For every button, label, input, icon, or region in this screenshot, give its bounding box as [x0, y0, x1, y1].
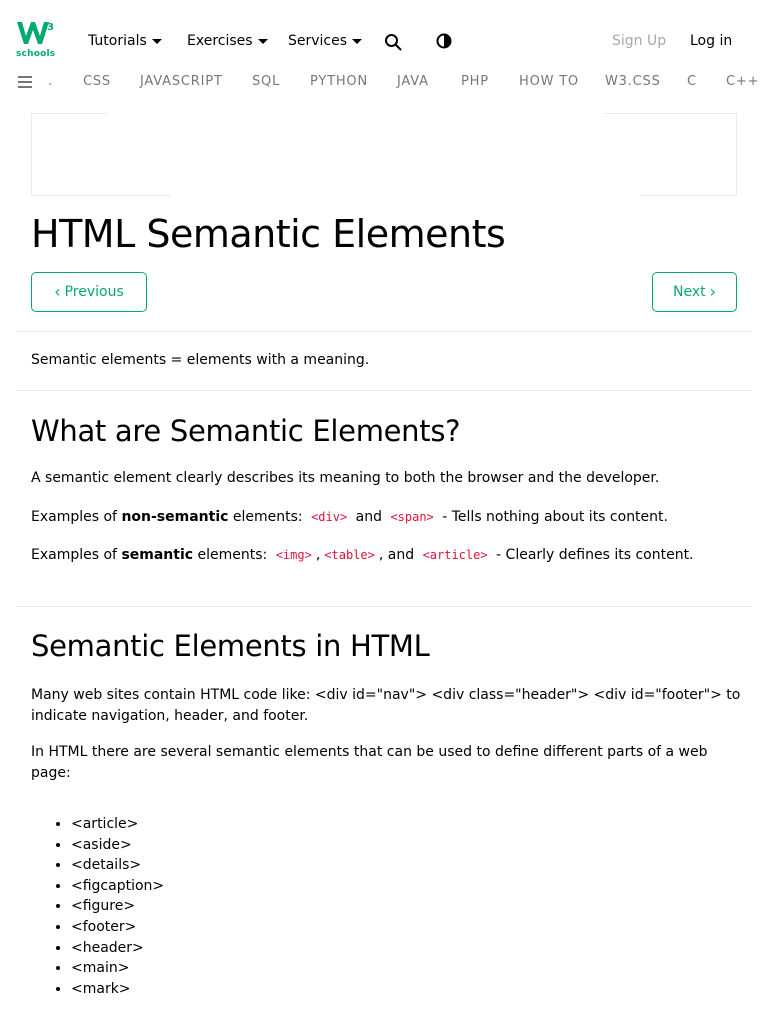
list-item: • <details>	[71, 855, 164, 876]
services-label: Services	[288, 33, 348, 49]
section-heading-what-are: What are Semantic Elements?	[31, 414, 461, 448]
subject-navbar	[0, 68, 768, 100]
subject-item-python[interactable]: PYTHON	[310, 74, 368, 89]
sec2-paragraph-2: In HTML there are several semantic elements that can be used to define different parts of a web page:	[31, 744, 708, 781]
list-item: • <footer>	[71, 917, 164, 938]
subject-item-php[interactable]: PHP	[461, 74, 489, 89]
list-item: • <figure>	[71, 896, 164, 917]
logo-wordmark: schools	[16, 49, 56, 59]
subject-item-sql[interactable]: SQL	[252, 74, 281, 89]
services-menu[interactable]	[288, 33, 362, 49]
semantic-elements-list	[31, 814, 164, 999]
caret-down-icon	[352, 39, 362, 44]
subject-item-c[interactable]: C	[687, 74, 697, 89]
subject-item-truncated[interactable]: .	[48, 74, 53, 89]
list-item: • <figcaption>	[71, 876, 164, 897]
list-item: • <header>	[71, 938, 164, 959]
caret-down-icon	[152, 39, 162, 44]
sec1-paragraph-1: A semantic element clearly describes its meaning to both the browser and the developer.	[31, 470, 660, 486]
page-title: HTML Semantic Elements	[31, 212, 506, 256]
code-img: <img>	[275, 548, 312, 562]
divider	[16, 606, 752, 607]
exercises-label: Exercises	[187, 33, 253, 49]
caret-down-icon	[258, 39, 268, 44]
list-item: • <article>	[71, 814, 164, 835]
subject-item-javascript[interactable]: JAVASCRIPT	[140, 74, 223, 89]
sec1-paragraph-semantic: Examples of semantic elements: <img> , <table> , and <article> - Clearly defines its content.	[31, 547, 694, 563]
section-heading-in-html: Semantic Elements in HTML	[31, 629, 430, 663]
code-table: <table>	[324, 548, 375, 562]
list-item: • <aside>	[71, 835, 164, 856]
subject-item-cpp[interactable]: C++	[726, 74, 760, 89]
tutorials-menu[interactable]	[88, 33, 162, 49]
code-span: <span>	[390, 510, 434, 524]
sec1-paragraph-nonsemantic: Examples of non-semantic elements: <div> and <span> - Tells nothing about its content.	[31, 509, 668, 525]
intro-text: Semantic elements = elements with a meaning.	[31, 352, 370, 368]
chevron-left-icon: ‹	[54, 282, 61, 301]
contrast-toggle-icon[interactable]	[436, 33, 452, 53]
list-item: • <main>	[71, 958, 164, 979]
subject-item-css[interactable]: CSS	[83, 74, 111, 89]
subject-item-howto[interactable]: HOW TO	[519, 74, 579, 89]
previous-label: Previous	[64, 284, 124, 300]
chevron-right-icon: ›	[709, 282, 717, 301]
search-icon[interactable]	[384, 33, 402, 55]
login-link[interactable]: Log in	[690, 33, 733, 49]
top-navbar	[0, 0, 768, 68]
next-label: Next	[672, 284, 706, 300]
semantic-bold: semantic	[121, 547, 194, 563]
divider	[16, 331, 752, 332]
tutorials-label: Tutorials	[88, 33, 147, 49]
subject-item-w3css[interactable]: W3.CSS	[605, 74, 661, 89]
logo-superscript: 3	[47, 22, 54, 33]
code-div: <div>	[311, 510, 348, 524]
subject-item-java[interactable]: JAVA	[397, 74, 429, 89]
ad-placeholder	[0, 100, 768, 212]
previous-button[interactable]	[31, 272, 147, 312]
exercises-menu[interactable]	[187, 33, 268, 49]
list-item: • <mark>	[71, 979, 164, 1000]
code-article: <article>	[422, 548, 488, 562]
divider	[16, 390, 752, 391]
logo-mark-icon	[16, 20, 50, 46]
non-semantic-bold: non-semantic	[121, 509, 229, 525]
sec2-paragraph-1: Many web sites contain HTML code like: <div id="nav"> <div class="header"> <div id="footer"> to indicate navigation, header, and footer.	[31, 687, 741, 724]
next-button[interactable]	[652, 272, 737, 312]
menu-hamburger-icon[interactable]	[18, 76, 32, 88]
signup-link[interactable]: Sign Up	[612, 33, 667, 49]
